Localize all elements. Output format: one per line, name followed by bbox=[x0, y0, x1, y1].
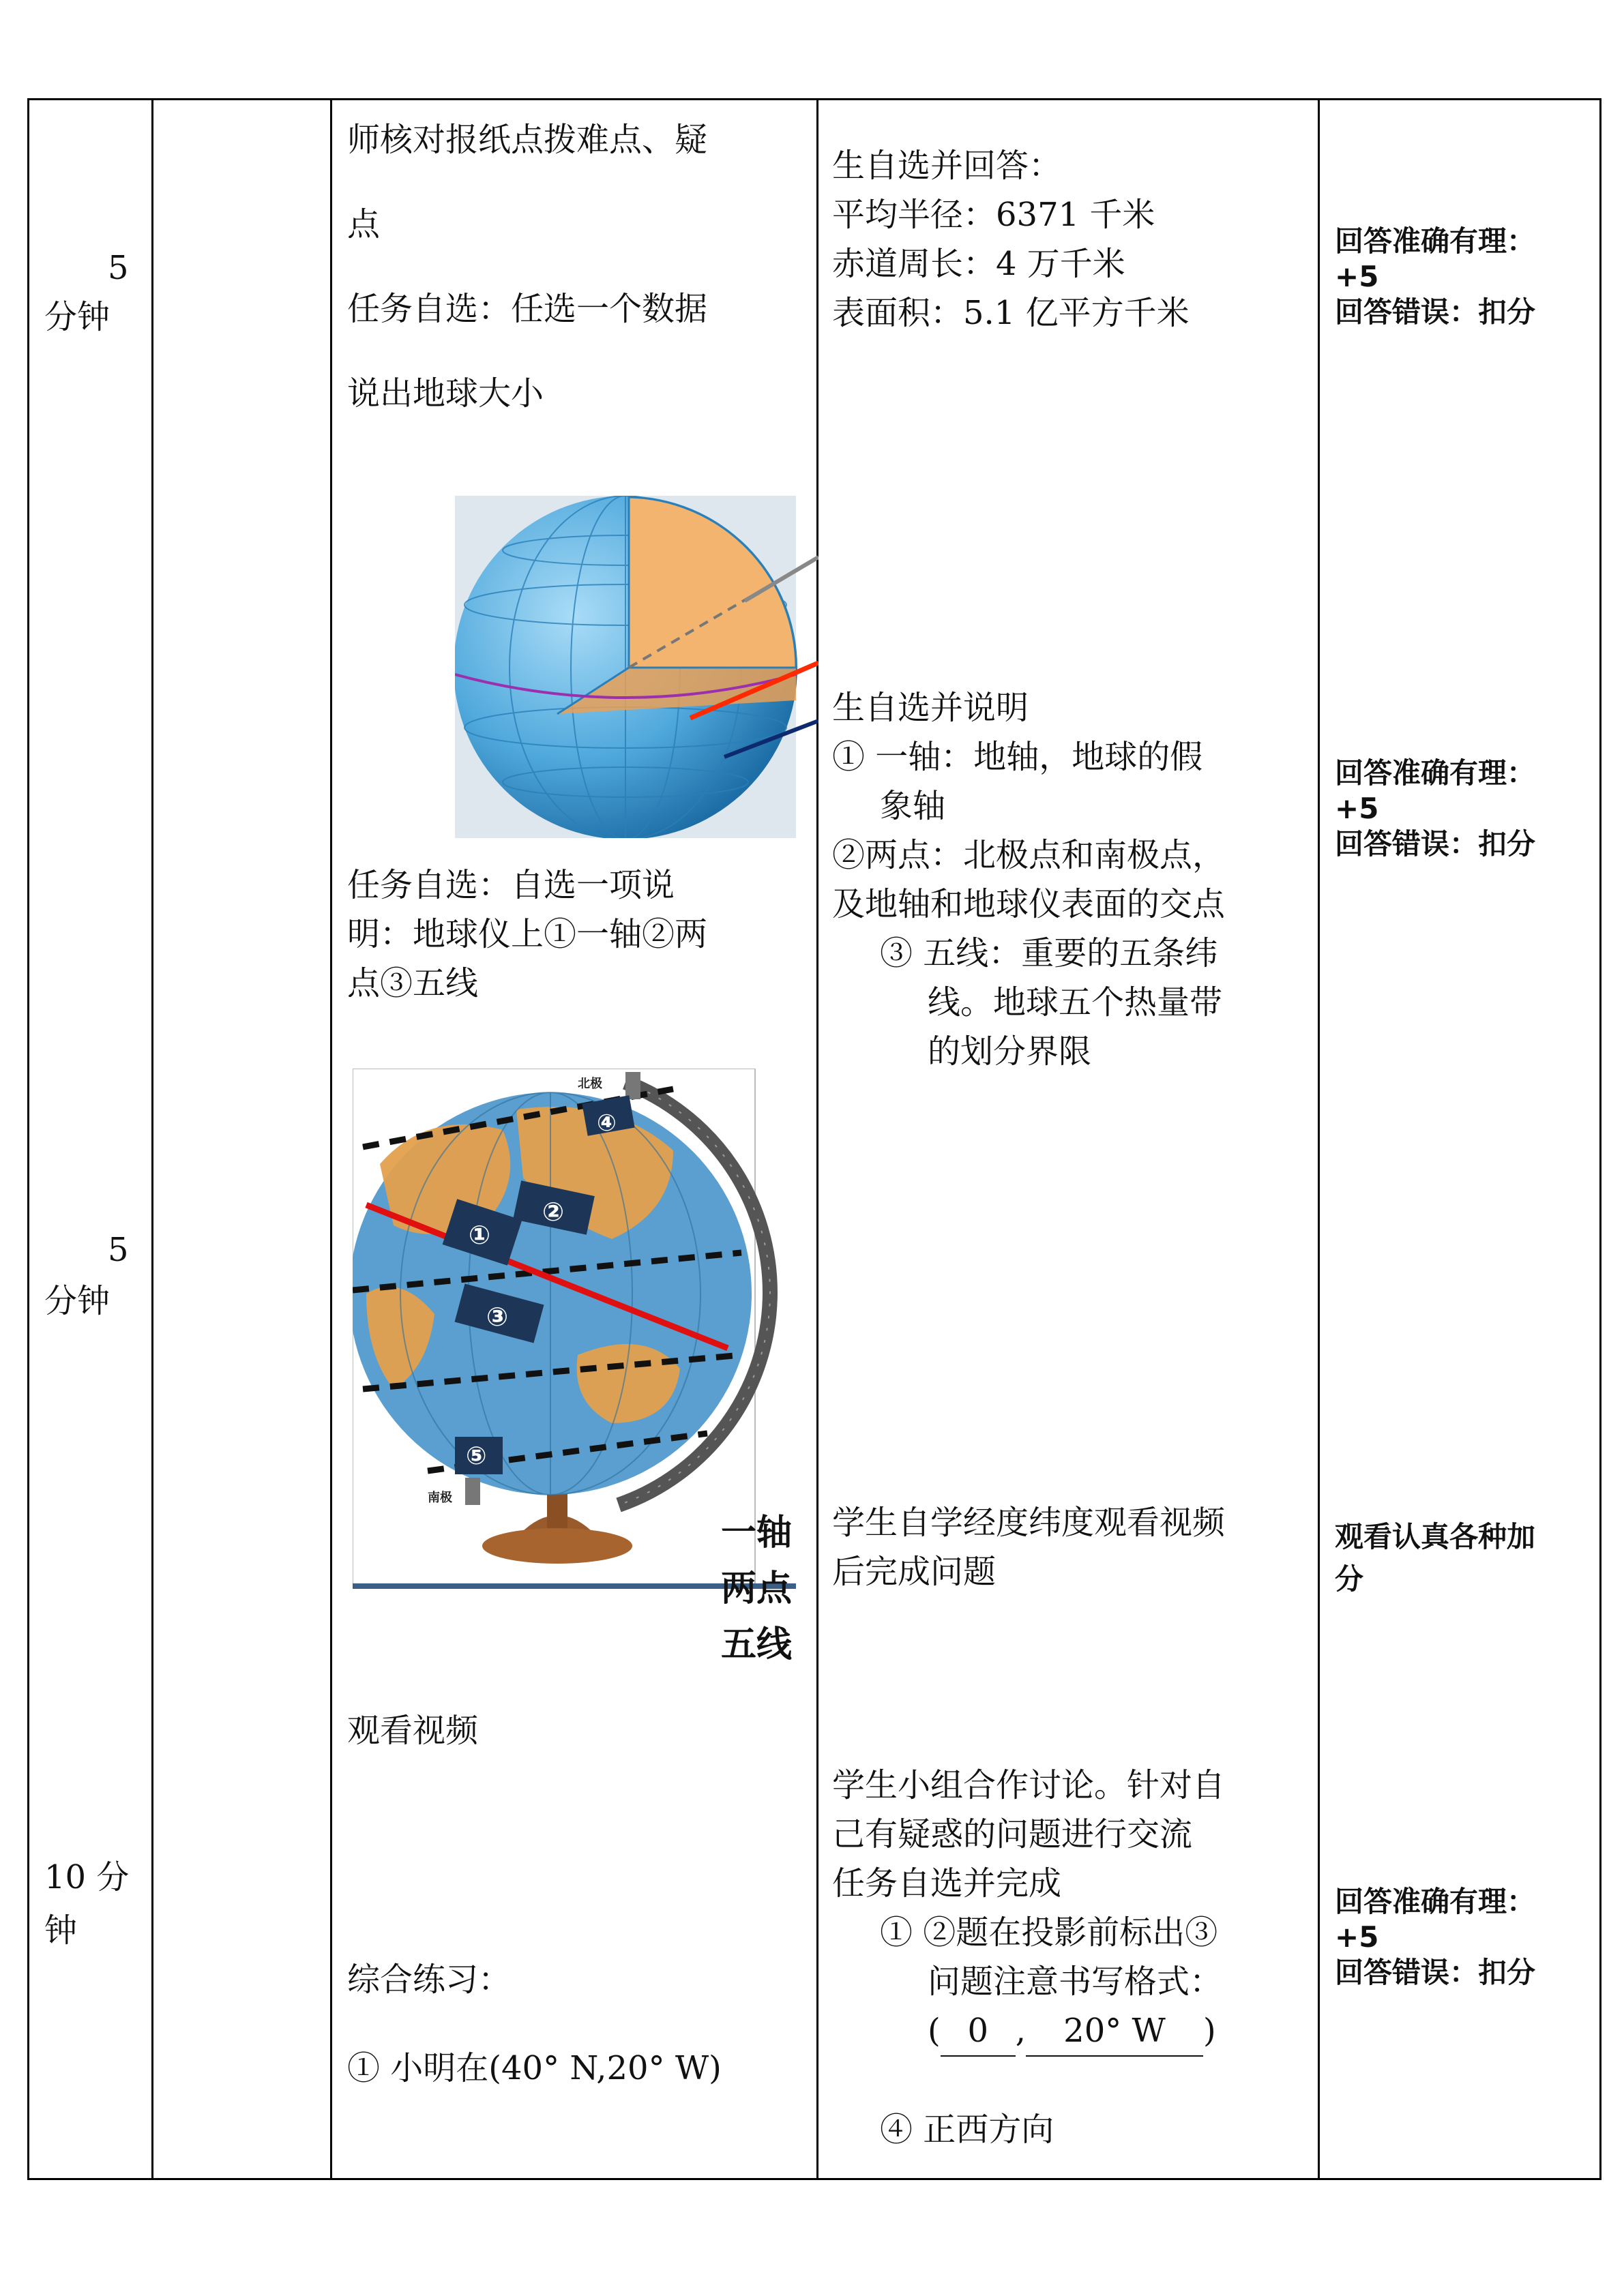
time-column bbox=[29, 100, 153, 2179]
marker-5: ⑤ bbox=[466, 1442, 487, 1470]
row2-time-number: 5 bbox=[108, 1231, 129, 1269]
lesson-plan-table bbox=[27, 98, 1601, 2180]
row3-time-number: 10 分 bbox=[44, 1858, 130, 1896]
score-line: 分 bbox=[1335, 1562, 1364, 1596]
globe-figure bbox=[353, 1069, 796, 1665]
answer-format-line bbox=[928, 2006, 1216, 2057]
student-line: 赤道周长：4 万千米 bbox=[832, 245, 1125, 283]
student-line: 生自选并回答： bbox=[832, 147, 1062, 185]
paren-close: ) bbox=[1203, 2012, 1216, 2050]
teacher-line: 观看视频 bbox=[347, 1712, 479, 1750]
student-line: 的划分界限 bbox=[928, 1032, 1092, 1071]
score-line: +5 bbox=[1335, 260, 1379, 293]
teacher-line: 师核对报纸点拨难点、疑 bbox=[347, 121, 708, 159]
student-line: 问题注意书写格式： bbox=[928, 1963, 1223, 2001]
score-line: 回答错误：扣分 bbox=[1335, 295, 1536, 329]
student-line: 表面积：5.1 亿平方千米 bbox=[832, 294, 1190, 332]
student-line: 及地轴和地球仪表面的交点 bbox=[832, 885, 1226, 923]
south-pole-label: 南极 bbox=[428, 1491, 452, 1505]
marker-1: ① bbox=[469, 1220, 491, 1250]
student-line: 学生自学经度纬度观看视频 bbox=[832, 1504, 1226, 1542]
teacher-line: 点 bbox=[347, 205, 381, 243]
student-line: ④ 正西方向 bbox=[880, 2111, 1054, 2149]
student-line: ① 一轴：地轴，地球的假 bbox=[832, 738, 1203, 776]
comma: , bbox=[1015, 2012, 1026, 2050]
student-line: ① ②题在投影前标出③ bbox=[880, 1913, 1218, 1952]
score-line: 回答准确有理： bbox=[1335, 224, 1536, 258]
north-pole-label: 北极 bbox=[578, 1077, 602, 1091]
student-line: 己有疑惑的问题进行交流 bbox=[832, 1815, 1193, 1853]
score-line: 观看认真各种加 bbox=[1335, 1520, 1536, 1553]
row1-time-unit: 分钟 bbox=[44, 298, 110, 336]
student-line: 象轴 bbox=[880, 787, 946, 825]
student-line: 任务自选并完成 bbox=[832, 1864, 1062, 1903]
student-line: 后完成问题 bbox=[832, 1553, 996, 1591]
row1-time-number: 5 bbox=[108, 249, 129, 287]
score-line: 回答准确有理： bbox=[1335, 756, 1536, 790]
score-line: +5 bbox=[1335, 792, 1379, 825]
teacher-line: 点③五线 bbox=[347, 964, 479, 1002]
teacher-line: 任务自选：任选一个数据 bbox=[347, 290, 708, 328]
teacher-line: 综合练习： bbox=[347, 1960, 512, 1999]
teacher-line: 说出地球大小 bbox=[347, 374, 544, 413]
marker-3: ③ bbox=[486, 1302, 509, 1332]
row3-time-unit: 钟 bbox=[44, 1911, 78, 1950]
marker-4: ④ bbox=[597, 1109, 617, 1137]
scoring-column bbox=[1319, 100, 1601, 2179]
score-line: 回答准确有理： bbox=[1335, 1885, 1536, 1918]
teacher-line: 任务自选：自选一项说 bbox=[347, 866, 675, 904]
student-line: 学生小组合作讨论。针对自 bbox=[832, 1766, 1226, 1804]
caption-five-lines: 五线 bbox=[721, 1624, 793, 1665]
teacher-line: 明：地球仪上①一轴②两 bbox=[347, 915, 708, 953]
answer-longitude: 20° W bbox=[1026, 2006, 1203, 2057]
row2-time-unit: 分钟 bbox=[44, 1282, 110, 1320]
student-line: 平均半径：6371 千米 bbox=[832, 196, 1155, 234]
teacher-line: ① 小明在(40° N,20° W) bbox=[347, 2049, 722, 2087]
paren-open: ( bbox=[928, 2012, 941, 2050]
marker-2: ② bbox=[542, 1197, 565, 1227]
student-line: 生自选并说明 bbox=[832, 689, 1029, 727]
score-line: +5 bbox=[1335, 1920, 1379, 1954]
student-line: ③ 五线：重要的五条纬 bbox=[880, 934, 1218, 972]
student-line: 线。地球五个热量带 bbox=[928, 983, 1223, 1022]
blank-column bbox=[153, 100, 331, 2179]
earth-cutaway-figure bbox=[455, 496, 818, 838]
caption-axis: 一轴 bbox=[721, 1512, 793, 1553]
caption-two-points: 两点 bbox=[721, 1568, 793, 1609]
student-activity-column bbox=[818, 100, 1319, 2179]
score-line: 回答错误：扣分 bbox=[1335, 1956, 1536, 1989]
teacher-activity-column bbox=[331, 100, 818, 2179]
student-line: ②两点：北极点和南极点， bbox=[832, 836, 1226, 874]
score-line: 回答错误：扣分 bbox=[1335, 827, 1536, 861]
answer-latitude: 0 bbox=[941, 2006, 1016, 2057]
